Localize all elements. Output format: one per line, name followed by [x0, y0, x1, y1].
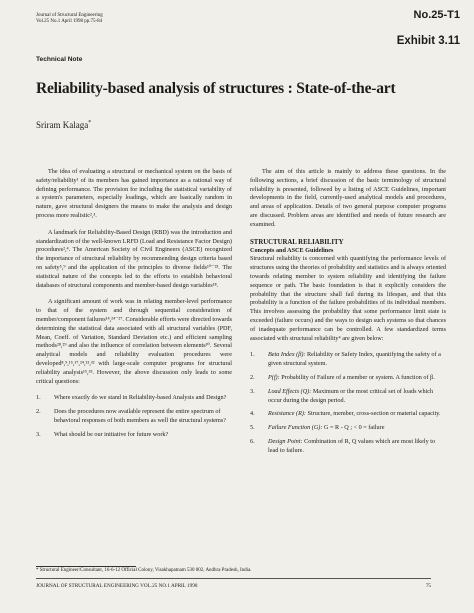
paragraph: A landmark for Reliability-Based Design (RBD) was the introduction and standardization of the well-known LRFD (Load and Resistance Factor Design) procedures²,⁴. The American Society of Civil Engineers (ASCE) recognized the importance of structural reliability by recommending design criteria based on safety⁵,⁹ and the application of the principles to diverse fields¹⁰⁻²³. The statistical nature of the concepts led to the efforts to establish behavioral databases of structural components and member-based design variables¹⁸.: [36, 228, 232, 289]
list-item: [250, 374, 446, 383]
page-footer: [36, 583, 431, 589]
definition-text: Maximum or the most critical set of loads which occur during the design period.: [268, 387, 434, 404]
list-text: [268, 438, 446, 456]
paragraph: The idea of evaluating a structural or mechanical system on the basis of safety/reliability¹ of its members has gained importance as a rational way of defining performance. The provision for including the statistical variability of a system's parameters, especially loadings, which are basically random in nature, gave structural designers the means to make the analysis and design process more realistic²,³.: [36, 168, 232, 219]
definition-text: Combination of R, Q values which are most likely to lead to failure.: [268, 437, 436, 454]
list-item: [250, 438, 446, 456]
list-text: [268, 424, 446, 433]
paragraph: A significant amount of work was in relating member-level performance to that of the system and through sequential consideration of member/component failures¹⁴,²⁴⁻²⁷. Considerable efforts were directed towards determining the statistical data associated with all structural variables (PDF, Mean, Coeff. of Variation, Standard Deviation etc.) and efficient sampling methods²⁸,²⁹ and also the influence of correlation between elements³⁰. Several analytical models and reliability evaluation procedures were developed⁸,⁹,¹⁵,¹⁷,²⁴,³¹,³² with large-scale computer programs for structural reliability analysis¹⁵,³³. However, the above discussion only leads to some critical questions:: [36, 298, 232, 385]
list-item: [250, 351, 446, 369]
list-number: 6.: [250, 437, 255, 445]
journal-name: Journal of Structural Engineering: [36, 13, 103, 18]
definition-text: Probability of Failure of a member or system. A function of β.: [279, 373, 435, 381]
list-text: [268, 374, 446, 383]
definition-term: Resistance (R):: [268, 410, 306, 418]
left-column: [36, 168, 232, 445]
article-title: Reliability-based analysis of structures : State-of-the-art: [36, 80, 396, 97]
list-item: [36, 431, 232, 440]
list-text: Does the procedures now available represent the entire spectrum of behavioral responses of both members as well the structural systems?: [54, 408, 227, 424]
list-text: [268, 351, 446, 369]
definition-term: Design Point:: [268, 437, 303, 445]
definition-text: Structure, member, cross-section or material capacity.: [305, 410, 441, 418]
page-number: 75: [425, 583, 431, 589]
section-heading: STRUCTURAL RELIABILITY: [250, 238, 344, 246]
list-text: What should be our initiative for future work?: [54, 430, 169, 438]
list-item: [36, 408, 232, 426]
list-text: [268, 410, 446, 419]
journal-volume: Vol.25 No.1 April 1998 pp.75-84: [36, 19, 103, 24]
list-number: 2.: [250, 373, 255, 381]
list-number: 2.: [36, 408, 41, 416]
right-column: [250, 168, 446, 461]
list-number: 1.: [250, 351, 255, 359]
stamp-number: No.25-T1: [413, 9, 460, 21]
question-list: [36, 394, 232, 439]
list-text: Where exactly do we stand in Reliability-based Analysis and Design?: [54, 394, 227, 402]
definition-text: Reliability or Safety Index, quantifying the safety of a given structural system.: [268, 351, 441, 368]
footnote-divider: [36, 566, 136, 567]
list-number: 3.: [36, 430, 41, 438]
list-number: 3.: [250, 387, 255, 395]
definition-term: Beta Index (β):: [268, 351, 306, 359]
list-item: [250, 388, 446, 406]
handwritten-stamp: [397, 8, 460, 48]
paragraph: Structural reliability is concerned with quantifying the performance levels of structures using the theories of probability and statistics and is always oriented towards relating member to system reliability and identifying the failure sequence or path. The basic foundation is that it explicitly considers the probability that the structure shall fail during its lifespan, and that this probability is a function of the failure probabilities of its individual members. This involves assessing the probability that some performance limit state is exceeded (failure occurs) and the ways to design such systems so that chances of inadequate performance can be controlled. A few standardized terms associated with structural reliability⁴ are given below:: [250, 255, 446, 342]
list-text: [268, 388, 446, 406]
exhibit-label: Exhibit 3.11: [396, 35, 460, 47]
list-number: 5.: [250, 424, 255, 432]
definition-text: G = R - Q ; < 0 = failure: [322, 424, 385, 432]
definition-term: P(f):: [268, 373, 280, 381]
list-item: [250, 410, 446, 419]
list-item: [250, 424, 446, 433]
section-subheading: Concepts and ASCE Guidelines: [250, 246, 334, 254]
footnote: * Structural Engineer/Consultant, 16-6-12 Official Colony, Visakhapatnam 530 002, Andhra Pradesh, India.: [36, 568, 252, 573]
definition-list: [250, 351, 446, 455]
author-name: Sriram Kalaga: [36, 120, 89, 130]
definition-term: Load Effects (Q):: [268, 387, 312, 395]
footer-journal: JOURNAL OF STRUCTURAL ENGINEERING VOL.25 NO.1 APRIL 1998: [36, 583, 198, 589]
definition-term: Failure Function (G):: [268, 424, 323, 432]
list-item: [36, 394, 232, 403]
list-number: 4.: [250, 410, 255, 418]
footer-divider: [36, 578, 431, 579]
journal-header: [36, 13, 103, 25]
author-line: [36, 120, 91, 130]
author-marker: *: [88, 120, 92, 126]
note-type: Technical Note: [36, 56, 83, 63]
paragraph: The aim of this article is mainly to address these questions. In the following sections, a brief discussion of the basic terminology of structural reliability is presented, followed by a listing of ASCE Guidelines, important developments in the field, currently-used analytical models and procedures, and areas of application. Details of two general purpose computer programs are discussed. Problem areas are identified and needs of future research are examined.: [250, 168, 446, 228]
list-number: 1.: [36, 394, 41, 402]
